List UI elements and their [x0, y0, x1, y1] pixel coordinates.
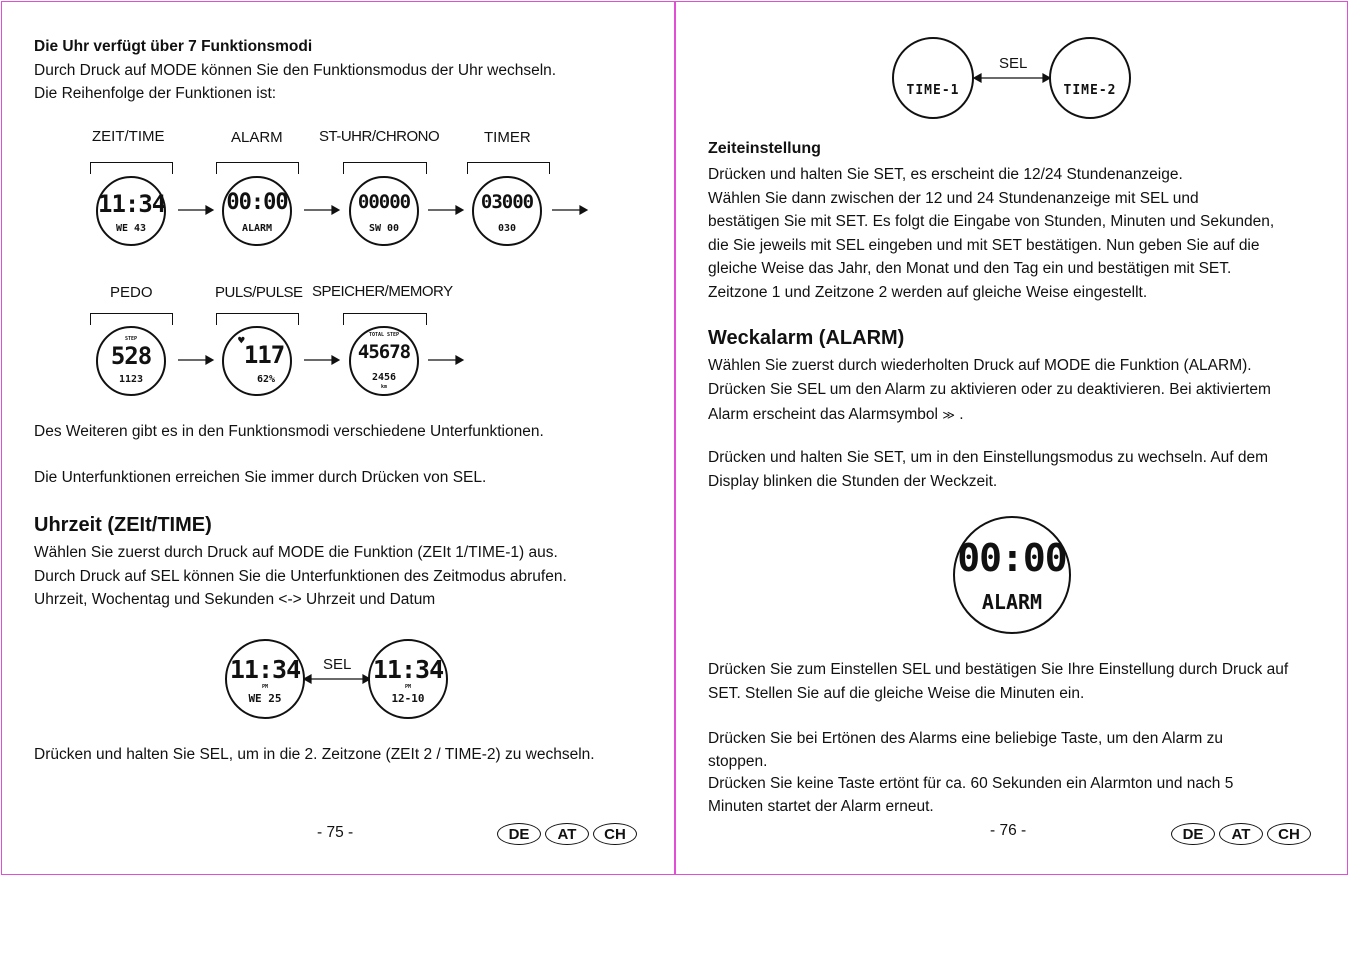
body-text: eingeben und mit: [864, 236, 992, 254]
sel-key: SEL: [150, 567, 180, 585]
sel-key: SEL: [796, 380, 826, 398]
watch-subdigits: 12-10: [391, 692, 425, 705]
watch-display-time-weekday: [225, 639, 305, 719]
body-text: Die Unterfunktionen erreichen Sie immer durch Drücken von: [34, 469, 453, 486]
section-heading-time: Uhrzeit (ZEIt/TIME): [34, 514, 212, 536]
body-text: .: [1227, 260, 1232, 277]
alarm-body: [708, 354, 1271, 428]
set-key: SET: [873, 166, 902, 183]
watch-display-pedo: [96, 326, 166, 396]
sel-text: [34, 466, 486, 490]
watch-digits: 11:34: [229, 655, 301, 684]
sel-key: SEL: [1139, 189, 1169, 207]
body-text: die Funktion (ALARM).: [1090, 357, 1252, 374]
body-text: die Funktion (ZEIt 1/TIME-1) aus.: [324, 544, 558, 561]
watch-digits: 03000: [480, 191, 534, 213]
sel-key: SEL: [452, 469, 483, 486]
set-key: SET: [708, 684, 737, 702]
body-text: Durch Druck auf: [34, 567, 151, 585]
country-badge-de: DE: [1171, 823, 1215, 845]
mode-bracket: [216, 162, 299, 174]
watch-display-time2: [1049, 37, 1131, 119]
mode-label-pulse: PULS/PULSE: [215, 284, 303, 301]
body-text: .: [959, 406, 964, 423]
body-text: und: [1168, 189, 1199, 207]
watch-pm: PM: [404, 684, 412, 690]
page-76: [675, 1, 1348, 875]
mode-bracket: [343, 313, 427, 325]
country-badge-ch: CH: [593, 823, 637, 845]
sel-arrow-label: SEL: [999, 55, 1028, 72]
watch-digits: 00:00: [957, 536, 1067, 580]
country-badge-ch: CH: [1267, 823, 1311, 845]
watch-digits: 11:34: [98, 190, 166, 218]
timezone-text: [34, 743, 595, 767]
country-badges: [497, 823, 637, 845]
sel-key: SEL: [835, 236, 865, 254]
body-text: Alarm erscheint das Alarmsymbol: [708, 406, 943, 423]
watch-subdigits: ALARM: [981, 590, 1043, 614]
mode-bracket: [216, 313, 299, 325]
watch-digits: TIME-1: [906, 83, 960, 98]
alarm-symbol-icon: ≫: [942, 408, 955, 422]
watch-display-time: [96, 176, 166, 246]
sel-key: SEL: [901, 661, 931, 678]
body-text: , um in den Einstellungsmodus zu wechseln. Auf dem: [901, 449, 1269, 466]
watch-subdigits: WE 25: [248, 692, 282, 705]
watch-subdigits: 2456: [371, 372, 397, 383]
time-submode-text: Uhrzeit, Wochentag und Sekunden <-> Uhrzeit und Datum: [34, 591, 436, 608]
heart-icon: ♥: [238, 334, 245, 347]
intro-text: Die Reihenfolge der Funktionen ist:: [34, 85, 277, 102]
alarm-stop-body: [708, 728, 1233, 818]
watch-top-label: TOTAL STEP: [368, 332, 400, 338]
body-text: Drücken Sie zum Einstellen: [708, 661, 902, 678]
mode-label-timer: TIMER: [484, 129, 531, 146]
body-text: bestätigen Sie mit: [708, 213, 836, 230]
double-arrow-icon: [304, 672, 370, 686]
body-text: Des Weiteren gibt es in den Funktionsmodi verschiedene: [34, 423, 431, 440]
body-text: die Sie jeweils mit: [708, 236, 836, 254]
body-text: Drücken und halten Sie: [708, 166, 874, 183]
watch-digits: TIME-2: [1063, 83, 1117, 98]
watch-subdigits: 62%: [256, 374, 276, 385]
body-text: können Sie die Unterfunktionen des Zeitmodus abrufen.: [179, 567, 567, 585]
body-text: stoppen.: [708, 752, 768, 770]
watch-subdigits: SW 00: [368, 223, 400, 234]
intro-block: [34, 35, 556, 106]
body-text: .: [539, 423, 544, 440]
watch-display-alarm-large: [953, 516, 1071, 634]
body-text: Wählen Sie dann zwischen der 12 und 24 Stundenanzeige mit: [708, 189, 1140, 207]
body-text: Drücken Sie: [708, 380, 797, 398]
mode-bracket: [90, 313, 173, 325]
watch-digits: 528: [110, 342, 152, 370]
mode-label-alarm: ALARM: [231, 129, 283, 146]
watch-subdigits: 030: [497, 223, 517, 234]
sel-key: SEL: [199, 746, 229, 763]
watch-digits: 00:00: [226, 190, 288, 215]
body-text: gleiche Weise das Jahr, den Monat und den Tag ein und bestätigen mit: [708, 260, 1199, 277]
mode-bracket: [343, 162, 427, 174]
body-text: . Es folgt die Eingabe von Stunden, Minuten und Sekunden,: [863, 213, 1275, 230]
body-text: , um in die 2. Zeitzone (ZEIt 2 / TIME-2) zu wechseln.: [228, 746, 595, 763]
mode-bracket: [467, 162, 550, 174]
country-badge-de: DE: [497, 823, 541, 845]
mode-key: MODE: [150, 61, 197, 79]
section-heading-alarm: Weckalarm (ALARM): [708, 327, 905, 349]
body-text: bestätigen. Nun geben Sie auf die: [1021, 236, 1260, 254]
time-section-body: [34, 541, 567, 612]
body-text: Drücken Sie keine Taste ertönt für ca. 60 Sekunden ein Alarmton und nach 5: [708, 775, 1234, 792]
body-text: Display blinken die Stunden der Weckzeit.: [708, 472, 998, 490]
mode-arrows-row1: [172, 202, 592, 218]
mode-label-pedo: PEDO: [110, 284, 153, 301]
body-text: um den Alarm zu aktivieren oder zu deaktivieren. Bei aktiviertem: [825, 380, 1271, 398]
section-heading-setting: Zeiteinstellung: [708, 140, 821, 157]
body-text: Zeitzone 1 und Zeitzone 2 werden auf gleiche Weise eingestellt.: [708, 283, 1148, 301]
watch-digits: 45678: [357, 341, 411, 363]
page-number: - 76 -: [990, 822, 1027, 839]
watch-digits: 00000: [357, 191, 411, 213]
watch-display-time-date: [368, 639, 448, 719]
set-key: SET: [873, 449, 902, 466]
set-key: SET: [1198, 260, 1228, 277]
body-text: Wählen Sie zuerst durch Druck auf: [34, 544, 278, 561]
mode-label-chrono: ST-UHR/CHRONO: [319, 128, 440, 145]
body-text: Wählen Sie zuerst durch wiederholten Druck auf: [708, 357, 1044, 374]
watch-digits: 117: [243, 341, 285, 369]
double-arrow-icon: [974, 71, 1050, 85]
country-badges: [1171, 823, 1311, 845]
sel-arrow-label: SEL: [323, 656, 352, 673]
body-text: und bestätigen Sie Ihre Einstellung durch Druck auf: [930, 661, 1289, 678]
mode-key: MODE: [277, 544, 325, 561]
page-number: - 75 -: [317, 824, 354, 841]
intro-heading: Die Uhr verfügt über 7 Funktionsmodi: [34, 38, 313, 55]
set-key: SET: [991, 236, 1022, 254]
body-text: , es erscheint die 12/24 Stundenanzeige.: [901, 166, 1183, 183]
watch-subdigits: ALARM: [241, 223, 273, 234]
mode-bracket: [90, 162, 173, 174]
watch-subdigits: 1123: [118, 374, 144, 385]
watch-top-label: STEP: [124, 336, 138, 342]
page-75: [1, 1, 675, 875]
watch-pm: PM: [261, 684, 269, 690]
intro-text: Durch Druck auf: [34, 61, 151, 79]
set-key: SET: [835, 213, 864, 230]
alarm-set-body: [708, 446, 1268, 493]
mode-arrows-row2: [172, 352, 472, 368]
setting-body: [708, 163, 1274, 304]
watch-subdigits: WE 43: [115, 223, 147, 234]
mode-label-memory: SPEICHER/MEMORY: [312, 283, 453, 300]
alarm-adjust-body: [708, 658, 1288, 705]
watch-digits: 11:34: [372, 655, 444, 684]
body-text: Drücken und halten Sie: [34, 746, 200, 763]
mode-key: MODE: [1044, 357, 1091, 374]
subfunctions-text: [34, 420, 544, 444]
unterfunktionen-key: Unterfunktionen: [430, 423, 540, 440]
body-text: . Stellen Sie auf die gleiche Weise die Minuten ein.: [736, 684, 1085, 702]
body-text: Drücken Sie bei Ertönen des Alarms eine beliebige Taste, um den Alarm zu: [708, 730, 1223, 747]
body-text: .: [482, 469, 487, 486]
country-badge-at: AT: [1219, 823, 1263, 845]
mode-label-zeit: ZEIT/TIME: [92, 128, 165, 145]
intro-text: können Sie den Funktionsmodus der Uhr wechseln.: [196, 61, 557, 79]
body-text: Minuten startet der Alarm erneut.: [708, 797, 934, 815]
watch-display-time1: [892, 37, 974, 119]
watch-unit: km: [380, 384, 388, 390]
body-text: Drücken und halten Sie: [708, 449, 874, 466]
country-badge-at: AT: [545, 823, 589, 845]
